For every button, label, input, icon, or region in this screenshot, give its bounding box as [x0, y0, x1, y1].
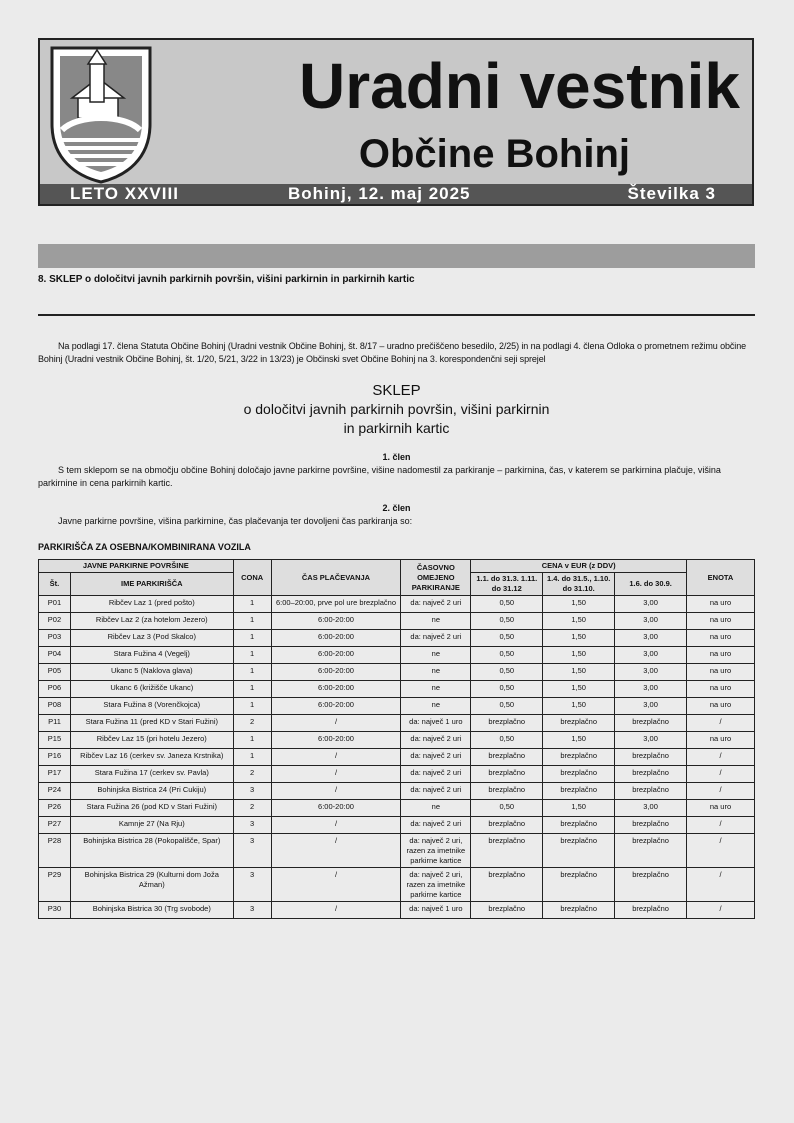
cell-cona: 1 [233, 681, 271, 698]
cell-cena-2: 1,50 [543, 664, 615, 681]
cell-cona: 3 [233, 902, 271, 919]
section-bar [38, 244, 755, 268]
cell-omejeno: da: največ 1 uro [401, 715, 471, 732]
cell-cena-1: brezplačno [471, 749, 543, 766]
cell-st: P05 [39, 664, 71, 681]
cell-cena-3: 3,00 [615, 681, 687, 698]
cell-ime: Ribčev Laz 2 (za hotelom Jezero) [70, 613, 233, 630]
cell-cona: 1 [233, 596, 271, 613]
issue-date: Bohinj, 12. maj 2025 [288, 184, 471, 203]
cell-enota: na uro [687, 613, 755, 630]
cell-cena-2: brezplačno [543, 834, 615, 868]
cell-ime: Bohinjska Bistrica 30 (Trg svobode) [70, 902, 233, 919]
cell-cas: 6:00-20:00 [271, 664, 401, 681]
parking-table-body [39, 596, 755, 919]
cell-cena-2: brezplačno [543, 783, 615, 800]
cell-cena-2: brezplačno [543, 868, 615, 902]
cell-cona: 1 [233, 698, 271, 715]
header-st: Št. [39, 573, 71, 596]
cell-cona: 3 [233, 834, 271, 868]
cell-omejeno: da: največ 2 uri [401, 749, 471, 766]
cell-cena-3: brezplačno [615, 715, 687, 732]
cell-ime: Kamnje 27 (Na Rju) [70, 817, 233, 834]
publication-title: Uradni vestnik [298, 50, 740, 122]
cell-cena-2: 1,50 [543, 647, 615, 664]
cell-enota: na uro [687, 698, 755, 715]
cell-st: P27 [39, 817, 71, 834]
cell-cas: / [271, 766, 401, 783]
cell-ime: Bohinjska Bistrica 29 (Kulturni dom Joža Ažman) [70, 868, 233, 902]
cell-cena-3: brezplačno [615, 783, 687, 800]
cell-cena-3: 3,00 [615, 664, 687, 681]
cell-cas: / [271, 817, 401, 834]
cell-cena-3: brezplačno [615, 834, 687, 868]
cell-cona: 2 [233, 766, 271, 783]
cell-ime: Bohinjska Bistrica 28 (Pokopališče, Spar) [70, 834, 233, 868]
table-row [39, 630, 755, 647]
cell-cona: 2 [233, 715, 271, 732]
cell-cena-3: 3,00 [615, 732, 687, 749]
divider [38, 314, 755, 316]
cell-st: P02 [39, 613, 71, 630]
cell-ime: Ribčev Laz 16 (cerkev sv. Janeza Krstnika) [70, 749, 233, 766]
cell-cena-2: 1,50 [543, 800, 615, 817]
table-row [39, 817, 755, 834]
cell-st: P17 [39, 766, 71, 783]
cell-cena-3: brezplačno [615, 766, 687, 783]
cell-ime: Ukanc 6 (križišče Ukanc) [70, 681, 233, 698]
cell-omejeno: ne [401, 647, 471, 664]
document-title-line2: o določitvi javnih parkirnih površin, višini parkirnin [243, 401, 550, 417]
header-omejeno: ČASOVNO OMEJENO PARKIRANJE [401, 560, 471, 596]
cell-st: P03 [39, 630, 71, 647]
masthead [38, 38, 754, 206]
cell-st: P15 [39, 732, 71, 749]
issue-bar [40, 184, 752, 204]
cell-cona: 1 [233, 647, 271, 664]
cell-cena-1: brezplačno [471, 902, 543, 919]
cell-enota: / [687, 817, 755, 834]
cell-cas: / [271, 834, 401, 868]
cell-omejeno: da: največ 2 uri, razen za imetnike parkirne kartice [401, 834, 471, 868]
cell-cona: 1 [233, 732, 271, 749]
cell-cena-1: 0,50 [471, 613, 543, 630]
cell-enota: / [687, 834, 755, 868]
cell-omejeno: ne [401, 698, 471, 715]
cell-omejeno: da: največ 1 uro [401, 902, 471, 919]
cell-cena-1: 0,50 [471, 681, 543, 698]
cell-cas: 6:00-20:00 [271, 698, 401, 715]
cell-enota: / [687, 766, 755, 783]
cell-enota: / [687, 902, 755, 919]
cell-st: P24 [39, 783, 71, 800]
table-row [39, 681, 755, 698]
cell-cona: 1 [233, 613, 271, 630]
cell-st: P28 [39, 834, 71, 868]
cell-cena-2: 1,50 [543, 698, 615, 715]
cell-cena-1: 0,50 [471, 647, 543, 664]
header-enota: ENOTA [687, 560, 755, 596]
article-1-text: S tem sklepom se na območju občine Bohinj določajo javne parkirne površine, višine nadomestil za parkiranje – parkirnina, čas, v katerem se parkirnina plačuje, višina parkirnine in cena parkirnih kartic. [38, 465, 721, 488]
cell-omejeno: da: največ 2 uri, razen za imetnike parkirne kartice [401, 868, 471, 902]
table-row [39, 647, 755, 664]
table-row [39, 749, 755, 766]
cell-enota: na uro [687, 647, 755, 664]
cell-cas: 6:00-20:00 [271, 681, 401, 698]
cell-cena-2: 1,50 [543, 613, 615, 630]
cell-omejeno: da: največ 2 uri [401, 630, 471, 647]
cell-cas: 6:00-20:00 [271, 732, 401, 749]
table-row [39, 664, 755, 681]
cell-cona: 1 [233, 630, 271, 647]
toc-entry: 8. SKLEP o določitvi javnih parkirnih površin, višini parkirnin in parkirnih kartic [38, 274, 415, 285]
cell-cena-1: 0,50 [471, 664, 543, 681]
cell-enota: / [687, 868, 755, 902]
cell-cena-1: brezplačno [471, 783, 543, 800]
cell-enota: na uro [687, 630, 755, 647]
cell-omejeno: da: največ 2 uri [401, 732, 471, 749]
coat-of-arms-icon [48, 44, 154, 184]
cell-cena-1: 0,50 [471, 630, 543, 647]
cell-cena-2: brezplačno [543, 766, 615, 783]
cell-cona: 3 [233, 783, 271, 800]
cell-cena-2: 1,50 [543, 630, 615, 647]
cell-omejeno: da: največ 2 uri [401, 817, 471, 834]
cell-st: P29 [39, 868, 71, 902]
cell-omejeno: da: največ 2 uri [401, 596, 471, 613]
cell-st: P11 [39, 715, 71, 732]
cell-cas: / [271, 749, 401, 766]
cell-enota: / [687, 715, 755, 732]
cell-cena-1: brezplačno [471, 766, 543, 783]
table-row [39, 834, 755, 868]
cell-ime: Ribčev Laz 15 (pri hotelu Jezero) [70, 732, 233, 749]
cell-cena-1: 0,50 [471, 800, 543, 817]
cell-cena-3: 3,00 [615, 630, 687, 647]
issue-number: Številka 3 [627, 184, 716, 203]
cell-cona: 2 [233, 800, 271, 817]
cell-cena-1: 0,50 [471, 698, 543, 715]
header-javne: JAVNE PARKIRNE POVRŠINE [39, 560, 234, 573]
header-period-1: 1.1. do 31.3. 1.11. do 31.12 [471, 573, 543, 596]
cell-cena-3: 3,00 [615, 613, 687, 630]
table-row [39, 800, 755, 817]
cell-st: P08 [39, 698, 71, 715]
article-2-text: Javne parkirne površine, višina parkirnine, čas plačevanja ter dovoljeni čas parkiranja so: [58, 516, 413, 526]
cell-st: P26 [39, 800, 71, 817]
cell-cena-2: brezplačno [543, 749, 615, 766]
cell-cas: 6:00-20:00 [271, 630, 401, 647]
intro-paragraph: Na podlagi 17. člena Statuta Občine Bohinj (Uradni vestnik Občine Bohinj, št. 8/17 – uradno prečiščeno besedilo, 2/25) in na podlagi 4. člena Odloka o prometnem režimu občine Bohinj (Uradni vestnik Občine Bohinj, št. 1/20, 5/21, 3/22 in 13/23) je Občinski svet Občine Bohinj na 3. korespondenčni seji sprejel [38, 341, 747, 364]
cell-cena-1: brezplačno [471, 834, 543, 868]
cell-enota: na uro [687, 681, 755, 698]
cell-cona: 3 [233, 817, 271, 834]
table-row [39, 868, 755, 902]
section-heading: PARKIRIŠČA ZA OSEBNA/KOMBINIRANA VOZILA [38, 542, 251, 552]
cell-cena-3: brezplačno [615, 868, 687, 902]
table-row [39, 902, 755, 919]
cell-cena-1: brezplačno [471, 715, 543, 732]
cell-cena-2: 1,50 [543, 596, 615, 613]
cell-enota: na uro [687, 664, 755, 681]
cell-cas: / [271, 902, 401, 919]
cell-st: P06 [39, 681, 71, 698]
header-cona: CONA [233, 560, 271, 596]
cell-ime: Stara Fužina 8 (Vorenčkojca) [70, 698, 233, 715]
cell-cas: 6:00-20:00 [271, 613, 401, 630]
cell-ime: Stara Fužina 4 (Vegelj) [70, 647, 233, 664]
cell-cas: / [271, 868, 401, 902]
cell-enota: na uro [687, 732, 755, 749]
cell-cena-3: 3,00 [615, 647, 687, 664]
document-title-line3: in parkirnih kartic [343, 420, 450, 436]
cell-cena-3: brezplačno [615, 902, 687, 919]
cell-cena-3: 3,00 [615, 596, 687, 613]
cell-omejeno: ne [401, 664, 471, 681]
cell-cena-3: 3,00 [615, 800, 687, 817]
cell-ime: Stara Fužina 26 (pod KD v Stari Fužini) [70, 800, 233, 817]
cell-cas: / [271, 783, 401, 800]
cell-cona: 3 [233, 868, 271, 902]
cell-cena-2: brezplačno [543, 817, 615, 834]
cell-enota: / [687, 783, 755, 800]
cell-cena-3: 3,00 [615, 698, 687, 715]
table-row [39, 715, 755, 732]
document-title [38, 381, 755, 438]
cell-cena-1: brezplačno [471, 868, 543, 902]
document-title-line1: SKLEP [372, 382, 421, 399]
article-2-heading: 2. člen [382, 503, 411, 513]
table-row [39, 732, 755, 749]
cell-cena-1: brezplačno [471, 817, 543, 834]
cell-cona: 1 [233, 664, 271, 681]
cell-omejeno: ne [401, 613, 471, 630]
cell-ime: Ukanc 5 (Naklova glava) [70, 664, 233, 681]
table-row [39, 783, 755, 800]
article-1-heading: 1. člen [382, 452, 411, 462]
cell-enota: na uro [687, 800, 755, 817]
cell-enota: na uro [687, 596, 755, 613]
header-period-2: 1.4. do 31.5., 1.10. do 31.10. [543, 573, 615, 596]
cell-omejeno: ne [401, 800, 471, 817]
cell-cas: / [271, 715, 401, 732]
cell-st: P01 [39, 596, 71, 613]
cell-cena-3: brezplačno [615, 817, 687, 834]
cell-cas: 6:00–20:00, prve pol ure brezplačno [271, 596, 401, 613]
cell-omejeno: ne [401, 681, 471, 698]
cell-cena-3: brezplačno [615, 749, 687, 766]
cell-cena-2: 1,50 [543, 732, 615, 749]
cell-st: P04 [39, 647, 71, 664]
cell-cena-2: brezplačno [543, 715, 615, 732]
header-ime: IME PARKIRIŠČA [70, 573, 233, 596]
cell-ime: Ribčev Laz 3 (Pod Skalco) [70, 630, 233, 647]
header-cena: CENA v EUR (z DDV) [471, 560, 687, 573]
table-row [39, 613, 755, 630]
cell-cas: 6:00-20:00 [271, 647, 401, 664]
cell-cena-1: 0,50 [471, 596, 543, 613]
parking-table [38, 559, 755, 919]
cell-cas: 6:00-20:00 [271, 800, 401, 817]
cell-cona: 1 [233, 749, 271, 766]
cell-cena-2: 1,50 [543, 681, 615, 698]
table-row [39, 596, 755, 613]
table-row [39, 766, 755, 783]
issue-year: LETO XXVIII [70, 184, 179, 203]
header-period-3: 1.6. do 30.9. [615, 573, 687, 596]
table-row [39, 698, 755, 715]
cell-cena-1: 0,50 [471, 732, 543, 749]
cell-ime: Stara Fužina 11 (pred KD v Stari Fužini) [70, 715, 233, 732]
cell-st: P30 [39, 902, 71, 919]
cell-cena-2: brezplačno [543, 902, 615, 919]
publication-subtitle: Občine Bohinj [358, 132, 630, 176]
cell-enota: / [687, 749, 755, 766]
cell-omejeno: da: največ 2 uri [401, 783, 471, 800]
cell-ime: Stara Fužina 17 (cerkev sv. Pavla) [70, 766, 233, 783]
header-cas: ČAS PLAČEVANJA [271, 560, 401, 596]
cell-ime: Ribčev Laz 1 (pred pošto) [70, 596, 233, 613]
cell-omejeno: da: največ 2 uri [401, 766, 471, 783]
cell-st: P16 [39, 749, 71, 766]
cell-ime: Bohinjska Bistrica 24 (Pri Cukiju) [70, 783, 233, 800]
